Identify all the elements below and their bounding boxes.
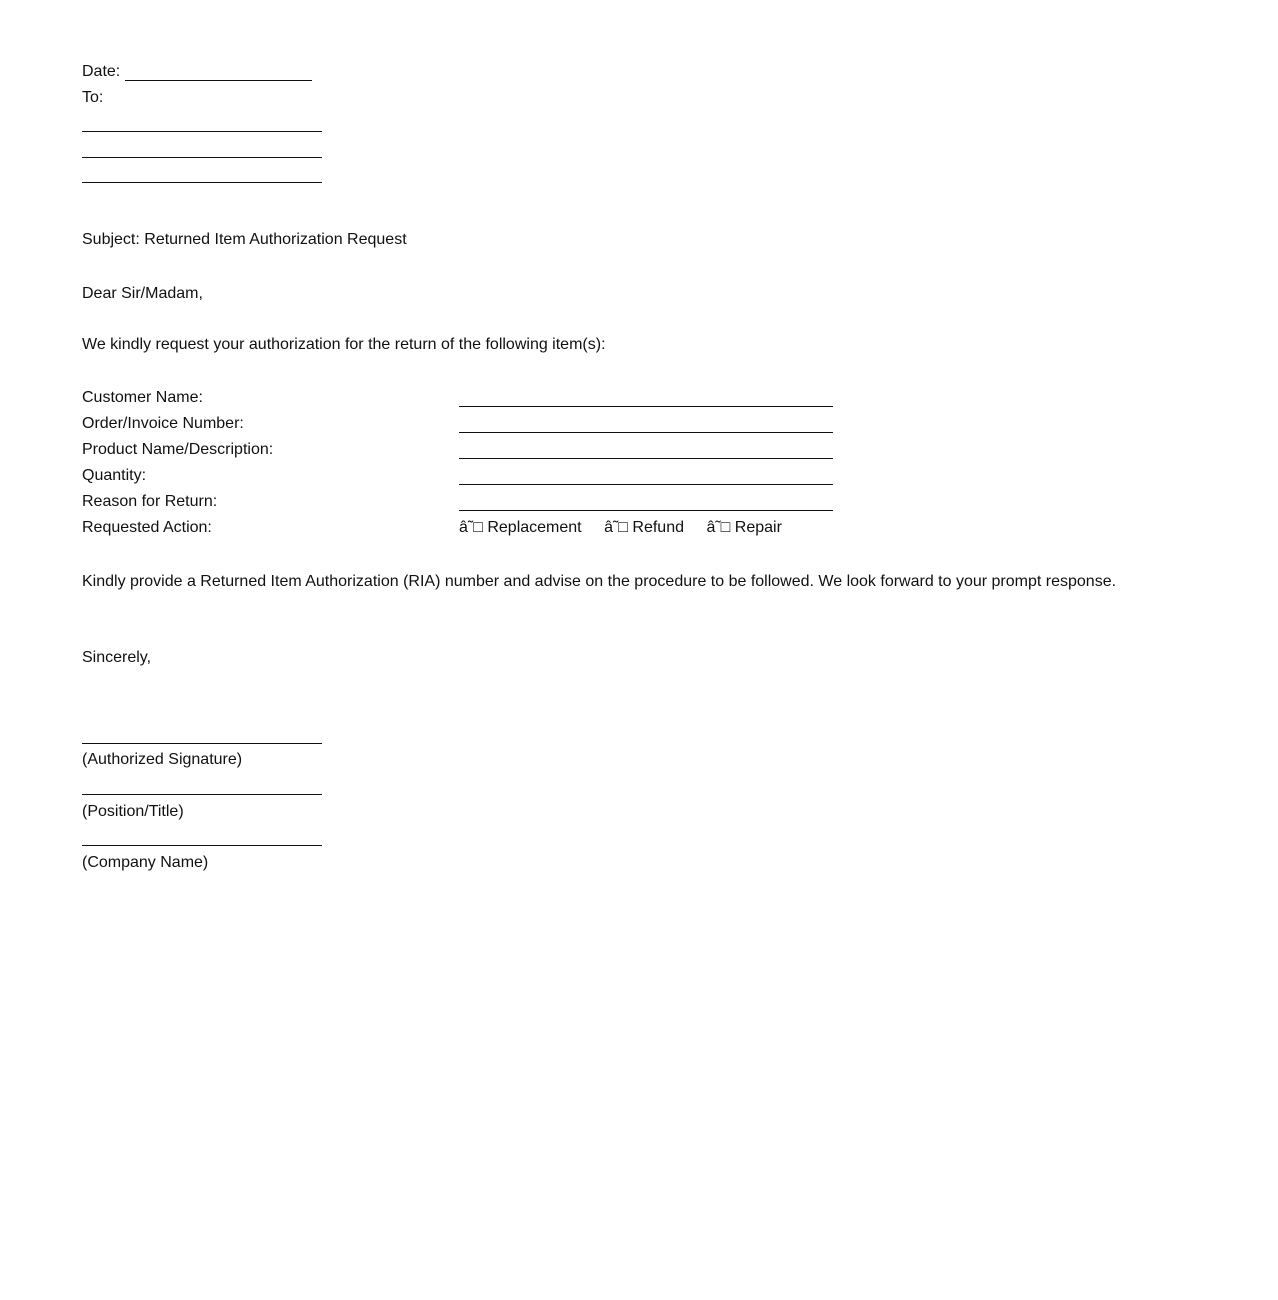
to-line-2[interactable] xyxy=(82,157,322,158)
closing-paragraph: Kindly provide a Returned Item Authorization (RIA) number and advise on the procedure to be followed. We look forward to your prompt response. xyxy=(82,573,1117,590)
field-label-customer-name: Customer Name: xyxy=(82,389,203,406)
option-replacement-checkbox[interactable]: â˜□ Replacement xyxy=(459,519,582,536)
field-line-reason[interactable] xyxy=(459,510,833,511)
date-field-line[interactable] xyxy=(125,80,312,81)
company-label: (Company Name) xyxy=(82,854,209,871)
requested-action-options xyxy=(459,519,782,537)
signature-label: (Authorized Signature) xyxy=(82,751,243,768)
option-repair-checkbox[interactable]: â˜□ Repair xyxy=(706,519,782,536)
field-line-customer-name[interactable] xyxy=(459,406,833,407)
field-label-product: Product Name/Description: xyxy=(82,441,274,458)
date-label: Date: xyxy=(82,63,121,80)
signature-line[interactable] xyxy=(82,743,322,744)
field-line-quantity[interactable] xyxy=(459,484,833,485)
to-label: To: xyxy=(82,89,104,106)
to-line-3[interactable] xyxy=(82,182,322,183)
requested-action-label: Requested Action: xyxy=(82,519,212,536)
position-label: (Position/Title) xyxy=(82,803,184,820)
position-line[interactable] xyxy=(82,794,322,795)
subject-line: Subject: Returned Item Authorization Request xyxy=(82,231,407,248)
option-refund-checkbox[interactable]: â˜□ Refund xyxy=(604,519,684,536)
field-label-order-number: Order/Invoice Number: xyxy=(82,415,244,432)
salutation: Dear Sir/Madam, xyxy=(82,285,203,302)
to-line-1[interactable] xyxy=(82,131,322,132)
field-line-order-number[interactable] xyxy=(459,432,833,433)
company-line[interactable] xyxy=(82,845,322,846)
field-label-quantity: Quantity: xyxy=(82,467,147,484)
field-line-product[interactable] xyxy=(459,458,833,459)
signoff: Sincerely, xyxy=(82,649,152,666)
field-label-reason: Reason for Return: xyxy=(82,493,218,510)
intro-paragraph: We kindly request your authorization for the return of the following item(s): xyxy=(82,336,606,353)
